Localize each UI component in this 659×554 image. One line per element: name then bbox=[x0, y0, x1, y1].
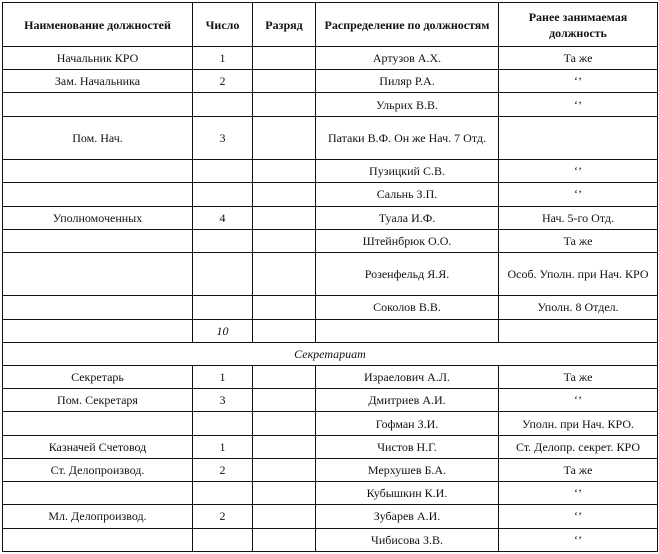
cell-previous: Уполн. при Нач. КРО. bbox=[499, 412, 658, 435]
cell-previous: Уполн. 8 Отдел. bbox=[499, 296, 658, 319]
cell-rank bbox=[253, 412, 316, 435]
cell-position: Пом. Нач. bbox=[3, 116, 193, 159]
cell-count bbox=[193, 183, 253, 206]
cell-rank bbox=[253, 366, 316, 389]
cell-position: Уполномоченных bbox=[3, 206, 193, 229]
cell-position: Мл. Делопроизвод. bbox=[3, 505, 193, 528]
table-row bbox=[3, 458, 658, 481]
cell-previous: Та же bbox=[499, 47, 658, 70]
table-row bbox=[3, 296, 658, 319]
cell-rank bbox=[253, 482, 316, 505]
cell-name: Кубышкин К.И. bbox=[316, 482, 499, 505]
cell-count bbox=[193, 93, 253, 116]
cell-name: Дмитриев А.И. bbox=[316, 389, 499, 412]
cell-rank bbox=[253, 229, 316, 252]
table-row bbox=[3, 482, 658, 505]
cell-previous: Особ. Уполн. при Нач. КРО bbox=[499, 252, 658, 295]
cell-count: 3 bbox=[193, 389, 253, 412]
cell-count: 10 bbox=[193, 319, 253, 342]
cell-count bbox=[193, 528, 253, 551]
cell-rank bbox=[253, 528, 316, 551]
cell-rank bbox=[253, 116, 316, 159]
cell-name: Израелович А.Л. bbox=[316, 366, 499, 389]
cell-position bbox=[3, 296, 193, 319]
cell-position bbox=[3, 183, 193, 206]
cell-name: Штейнбрюк О.О. bbox=[316, 229, 499, 252]
header-rank: Разряд bbox=[253, 3, 316, 47]
table-row bbox=[3, 528, 658, 551]
table-body bbox=[3, 47, 658, 552]
table-row bbox=[3, 47, 658, 70]
cell-previous bbox=[499, 116, 658, 159]
cell-rank bbox=[253, 505, 316, 528]
cell-name: Зубарев А.И. bbox=[316, 505, 499, 528]
cell-name: Чибисова З.В. bbox=[316, 528, 499, 551]
header-distribution: Распределение по должностям bbox=[316, 3, 499, 47]
cell-previous: ‘’ bbox=[499, 93, 658, 116]
cell-previous: ‘’ bbox=[499, 160, 658, 183]
cell-name bbox=[316, 319, 499, 342]
cell-rank bbox=[253, 296, 316, 319]
cell-count: 2 bbox=[193, 70, 253, 93]
header-position: Наименование должностей bbox=[3, 3, 193, 47]
cell-count bbox=[193, 296, 253, 319]
table-row bbox=[3, 93, 658, 116]
table-row bbox=[3, 505, 658, 528]
table-row bbox=[3, 435, 658, 458]
cell-count bbox=[193, 412, 253, 435]
cell-position bbox=[3, 412, 193, 435]
table-row bbox=[3, 366, 658, 389]
cell-count bbox=[193, 160, 253, 183]
cell-count bbox=[193, 252, 253, 295]
cell-count: 4 bbox=[193, 206, 253, 229]
cell-rank bbox=[253, 70, 316, 93]
cell-position bbox=[3, 252, 193, 295]
table-row bbox=[3, 412, 658, 435]
cell-count: 2 bbox=[193, 505, 253, 528]
cell-name: Артузов А.Х. bbox=[316, 47, 499, 70]
cell-position: Зам. Начальника bbox=[3, 70, 193, 93]
cell-position: Ст. Делопроизвод. bbox=[3, 458, 193, 481]
cell-previous: ‘’ bbox=[499, 505, 658, 528]
cell-position: Пом. Секретаря bbox=[3, 389, 193, 412]
table-row bbox=[3, 229, 658, 252]
cell-count bbox=[193, 229, 253, 252]
header-previous: Ранее занимаемая должность bbox=[499, 3, 658, 47]
cell-position bbox=[3, 528, 193, 551]
cell-rank bbox=[253, 206, 316, 229]
cell-name: Туала И.Ф. bbox=[316, 206, 499, 229]
header-row bbox=[3, 3, 658, 47]
table-row bbox=[3, 183, 658, 206]
cell-previous: Та же bbox=[499, 458, 658, 481]
table-row bbox=[3, 252, 658, 295]
table-row bbox=[3, 389, 658, 412]
cell-previous: Та же bbox=[499, 229, 658, 252]
cell-name: Пиляр Р.А. bbox=[316, 70, 499, 93]
staffing-table bbox=[2, 2, 658, 552]
cell-position bbox=[3, 319, 193, 342]
cell-previous: ‘’ bbox=[499, 482, 658, 505]
cell-previous: Нач. 5-го Отд. bbox=[499, 206, 658, 229]
cell-position bbox=[3, 482, 193, 505]
table-row bbox=[3, 206, 658, 229]
cell-previous: ‘’ bbox=[499, 389, 658, 412]
cell-previous: ‘’ bbox=[499, 528, 658, 551]
cell-name: Гофман З.И. bbox=[316, 412, 499, 435]
cell-position: Секретарь bbox=[3, 366, 193, 389]
section-row bbox=[3, 342, 658, 365]
cell-name: Розенфельд Я.Я. bbox=[316, 252, 499, 295]
cell-rank bbox=[253, 47, 316, 70]
cell-name: Ульрих В.В. bbox=[316, 93, 499, 116]
cell-position bbox=[3, 160, 193, 183]
cell-previous: Ст. Делопр. секрет. КРО bbox=[499, 435, 658, 458]
cell-previous: ‘’ bbox=[499, 70, 658, 93]
cell-position: Казначей Счетовод bbox=[3, 435, 193, 458]
cell-rank bbox=[253, 319, 316, 342]
table-row bbox=[3, 319, 658, 342]
cell-position: Начальник КРО bbox=[3, 47, 193, 70]
table-row bbox=[3, 116, 658, 159]
cell-name: Пузицкий С.В. bbox=[316, 160, 499, 183]
cell-previous: Та же bbox=[499, 366, 658, 389]
cell-count: 1 bbox=[193, 435, 253, 458]
cell-name: Соколов В.В. bbox=[316, 296, 499, 319]
header-count: Число bbox=[193, 3, 253, 47]
cell-name: Патаки В.Ф. Он же Нач. 7 Отд. bbox=[316, 116, 499, 159]
cell-name: Мерхушев Б.А. bbox=[316, 458, 499, 481]
cell-rank bbox=[253, 435, 316, 458]
cell-name: Чистов Н.Г. bbox=[316, 435, 499, 458]
cell-rank bbox=[253, 389, 316, 412]
cell-rank bbox=[253, 183, 316, 206]
cell-position bbox=[3, 93, 193, 116]
cell-position bbox=[3, 229, 193, 252]
cell-previous: ‘’ bbox=[499, 183, 658, 206]
cell-count: 3 bbox=[193, 116, 253, 159]
cell-count: 2 bbox=[193, 458, 253, 481]
cell-rank bbox=[253, 93, 316, 116]
cell-rank bbox=[253, 458, 316, 481]
cell-rank bbox=[253, 160, 316, 183]
table-row bbox=[3, 160, 658, 183]
cell-count: 1 bbox=[193, 47, 253, 70]
table-row bbox=[3, 70, 658, 93]
cell-count: 1 bbox=[193, 366, 253, 389]
section-title: Секретариат bbox=[3, 342, 658, 365]
cell-count bbox=[193, 482, 253, 505]
cell-name: Сальнь З.П. bbox=[316, 183, 499, 206]
cell-rank bbox=[253, 252, 316, 295]
cell-previous bbox=[499, 319, 658, 342]
